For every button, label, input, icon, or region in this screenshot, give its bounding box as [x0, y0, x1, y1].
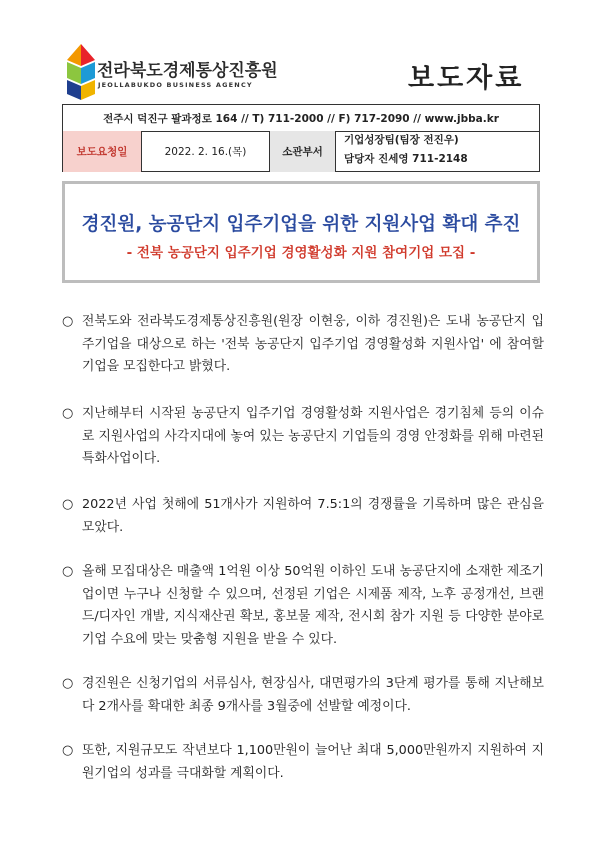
bullet-icon: ○ — [62, 564, 74, 579]
document-type-title: 보도자료 — [408, 63, 525, 94]
department-team: 기업성장팀(팀장 전진우) — [344, 134, 459, 146]
bullet-icon: ○ — [62, 497, 74, 512]
department-info — [336, 131, 539, 172]
date-label: 보도요청일 — [63, 131, 142, 172]
body-paragraph — [62, 740, 544, 785]
headline-box — [62, 181, 540, 283]
body-paragraph — [62, 673, 544, 718]
paragraph-text: 2022년 사업 첫해에 51개사가 지원하여 7.5:1의 경쟁률을 기록하며 많은 관심을 모았다. — [82, 497, 544, 535]
department-label: 소관부서 — [270, 131, 336, 172]
headline-title: 경진원, 농공단지 입주기업을 위한 지원사업 확대 추진 — [81, 214, 521, 235]
body-paragraph — [62, 561, 544, 651]
release-date: 2022. 2. 16.(목) — [142, 131, 270, 172]
body-paragraph — [62, 494, 544, 539]
paragraph-text: 지난해부터 시작된 농공단지 입주기업 경영활성화 지원사업은 경기침체 등의 이슈로 지원사업의 사각지대에 놓여 있는 농공단지 기업들의 경영 안정화를 위해 마련된 특화사업이다. — [82, 406, 544, 466]
paragraph-text: 전북도와 전라북도경제통상진흥원(원장 이현웅, 이하 경진원)은 도내 농공단지 입주기업을 대상으로 하는 '전북 농공단지 입주기업 경영활성화 지원사업' 에 참여할 기업을 모집한다고 밝혔다. — [82, 314, 544, 374]
contact-line: 전주시 덕진구 팔과정로 164 // T) 711-2000 // F) 717-2090 // www.jbba.kr — [63, 105, 539, 132]
department-contact: 담당자 진세영 711-2148 — [344, 153, 468, 165]
org-name-english: JEOLLABUKDO BUSINESS AGENCY — [98, 81, 253, 89]
info-table — [62, 104, 540, 172]
agency-logo-icon — [64, 44, 98, 100]
body-paragraph — [62, 403, 544, 471]
headline-subtitle: - 전북 농공단지 입주기업 경영활성화 지원 참여기업 모집 - — [126, 245, 476, 261]
paragraph-text: 경진원은 신청기업의 서류심사, 현장심사, 대면평가의 3단계 평가를 통해 지난해보다 2개사를 확대한 최종 9개사를 3월중에 선발할 예정이다. — [82, 676, 544, 714]
bullet-icon: ○ — [62, 743, 74, 758]
paragraph-text: 또한, 지원규모도 작년보다 1,100만원이 늘어난 최대 5,000만원까지 지원하여 지원기업의 성과를 극대화할 계획이다. — [82, 743, 544, 781]
org-name: 전라북도경제통상진흥원 — [97, 61, 278, 81]
bullet-icon: ○ — [62, 676, 74, 691]
paragraph-text: 올해 모집대상은 매출액 1억원 이상 50억원 이하인 도내 농공단지에 소재한 제조기업이면 누구나 신청할 수 있으며, 선정된 기업은 시제품 제작, 노후 공정개선, 브랜드/디자인 개발, 지식재산권 확보, 홍보물 제작, 전시회 참가 지원 등 다양한 분야로 기업 수요에 맞는 맞춤형 지원을 받을 수 있다. — [82, 564, 544, 647]
bullet-icon: ○ — [62, 314, 74, 329]
bullet-icon: ○ — [62, 406, 74, 421]
body-paragraph — [62, 311, 544, 379]
